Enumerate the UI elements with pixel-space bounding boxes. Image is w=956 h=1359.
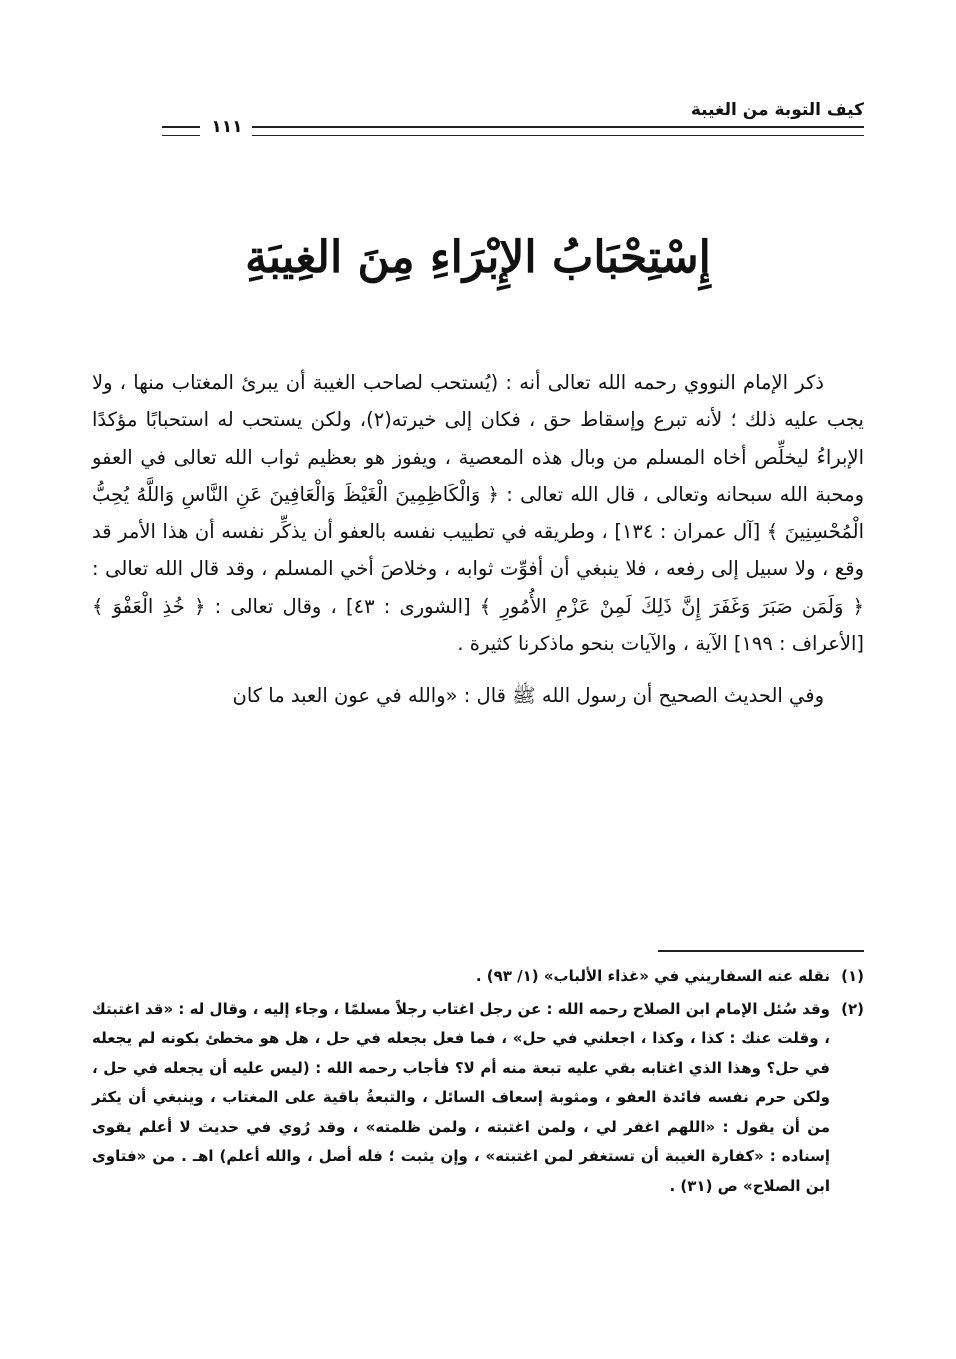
header-rule [252,126,864,136]
footnote [92,962,864,992]
page-number: ١١١ [211,117,243,137]
header-rule-short [162,126,200,136]
footnote [92,995,864,1202]
body-paragraph: وفي الحديث الصحيح أن رسول الله ﷺ قال : «والله في عون العبد ما كان [232,684,824,708]
footnote-number: (٢) [841,999,864,1018]
running-header-title: كيف التوبة من الغيبة [690,100,864,120]
footnote-text: وقد سُئل الإمام ابن الصلاح رحمه الله : عن رجل اغتاب رجلاً مسلمًا ، وجاء إليه ، وقال له : «قد اغتبتك ، وقلت عنك : كذا ، وكذا ، اجعلني في حل» ، فما فعل بجعله في حل ، هل هو مخطئ بكونه لم يجعله في حل؟ وهذا الذي اغتابه بقي عليه تبعة منه أم لا؟ فأجاب رحمه الله : (ليس عليه أن يجعله في حل ، ولكن حرم نفسه فائدة العفو ، ومثوبة إسعاف السائل ، والتبعةُ باقية على المغتاب ، وينبغي أن يكثر من أن يقول : «اللهم اغفر لي ، ولمن اغتبته ، ولمن ظلمته» ، وقد رُوي في حديث لا أعلم يقوى إسناده : «كفارة الغيبة أن تستغفر لمن اغتبته» ، وإن يثبت ؛ فله أصل ، والله أعلم) اهـ . من «فتاوى ابن الصلاح» ص (٣١) . [92,999,830,1195]
footnote-text: نقله عنه السفاريني في «غذاء الألباب» (١/ ٩٣) . [475,967,830,985]
footnote-number: (١) [841,967,864,985]
footnote-separator [658,950,864,952]
body-text [92,364,864,715]
chapter-title: إِسْتِحْبَابُ الإِبْرَاءِ مِنَ الغِيبَةِ [245,232,711,283]
body-paragraph: ذكر الإمام النووي رحمه الله تعالى أنه : (يُستحب لصاحب الغيبة أن يبرئ المغتاب منها ، ولا يجب عليه ذلك ؛ لأنه تبرع وإسقاط حق ، فكان إلى خيرته(٢)، ولكن يستحب له استحبابًا مؤكدًا الإبراءُ ليخلِّص أخاه المسلم من وبال هذه المعصية ، ويفوز هو بعظيم ثواب الله تعالى في العفو ومحبة الله سبحانه وتعالى ، قال الله تعالى : ﴿ وَالْكَاظِمِينَ الْغَيْظَ وَالْعَافِينَ عَنِ النَّاسِ وَاللَّهُ يُحِبُّ الْمُحْسِنِينَ ﴾ [آل عمران : ١٣٤] ، وطريقه في تطييب نفسه بالعفو أن يذكِّر نفسه أن هذا الأمر قد وقع ، ولا سبيل إلى رفعه ، فلا ينبغي أن أفوِّت ثوابه ، وخلاصَ أخي المسلم ، وقد قال الله تعالى : ﴿ وَلَمَن صَبَرَ وَغَفَرَ إِنَّ ذَلِكَ لَمِنْ عَزْمِ الأُمُورِ ﴾ [الشورى : ٤٣] ، وقال تعالى : ﴿ خُذِ الْعَفْوَ ﴾ [الأعراف : ١٩٩] الآية ، والآيات بنحو ماذكرنا كثيرة . [92,371,864,656]
footnotes [92,962,864,1204]
